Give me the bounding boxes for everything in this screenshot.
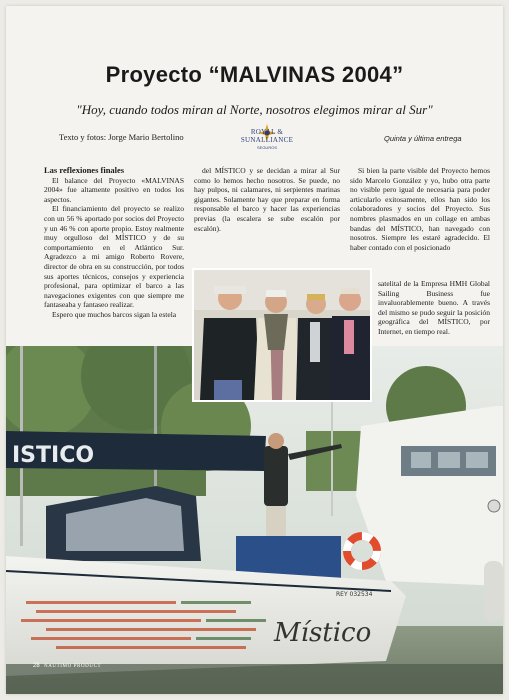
page-number: 28 bbox=[33, 663, 40, 669]
registration-number: REY 032534 bbox=[336, 591, 373, 598]
paragraph: Espero que muchos barcos sigan la estela bbox=[52, 309, 177, 319]
sponsor-logo bbox=[228, 124, 306, 154]
article-title: Proyecto “MALVINAS 2004” bbox=[105, 62, 404, 87]
boom-name: ISTICO bbox=[12, 443, 95, 468]
crew-photo bbox=[192, 268, 372, 402]
installment-label: Quinta y última entrega bbox=[384, 134, 462, 143]
hull-name: Místico bbox=[274, 618, 372, 648]
sponsor-subtitle: SEGUROS bbox=[256, 145, 277, 150]
magazine-name: NAUTIMO PRODUCT bbox=[44, 664, 102, 669]
text-column-3 bbox=[350, 166, 490, 252]
article-subtitle: "Hoy, cuando todos miran al Norte, nosotros elegimos mirar al Sur" bbox=[76, 102, 433, 117]
paragraph: Si bien la parte visible del Proyecto hemos sido Marcelo González y yo, hubo otra parte no visible pero igual de necesaria para poder articularlo exitosamente, ellos han sido los colaboradores y socios del Proyecto. Sus nombres plasmados en un collage en ambas bandas del MÍSTICO, han navegado con nosotros. Siempre les estaré agradecido. El haber contado con el posicionado bbox=[350, 166, 490, 252]
author-credit: Texto y fotos: Jorge Mario Bertolino bbox=[59, 132, 184, 142]
paragraph: El balance del Proyecto «MALVINAS 2004» fue altamente positivo en todos los aspectos. bbox=[44, 175, 184, 204]
section-heading: Las reflexiones finales bbox=[44, 165, 125, 175]
sponsor-name: ROYAL & SUNALLIANCE bbox=[240, 128, 294, 144]
paragraph: del MÍSTICO y se decidan a mirar al Sur como lo hemos hecho nosotros. Se puede, no hay pulpos, ni calamares, ni serpientes marinas gigantes. Solamente hay que preparar en forma responsable el barco y hacer las experiencias previas (la escalera se sube escalón por escalón). bbox=[194, 166, 340, 233]
paragraph: El financiamiento del proyecto se realizo con un 56 % aportado por socios del Proyecto y un 46 % con aporte propio. Estoy realmente muy orgulloso del MÍSTICO y de su comportamiento en el Atlántico Sur. Agradezco a mi amigo Roberto Rovere, director de obra en su construcción, por todos sus aportes técnicos, consejos y experiencia profesional, para optimizar el barco a las navegaciones exigentes con que siempre me fantaseaba y fantaseo realizar. bbox=[44, 204, 184, 310]
text-column-3-continued bbox=[378, 279, 490, 337]
text-column-1 bbox=[44, 166, 184, 320]
magazine-page bbox=[6, 6, 503, 694]
paragraph: satelital de la Empresa HMH Global Sailing Business fue invaluorablemente bueno. A través del mismo se pudo seguir la posición geográfica del MÍSTICO, por Internet, en tiempo real. bbox=[378, 279, 490, 336]
text-column-2 bbox=[194, 166, 340, 233]
